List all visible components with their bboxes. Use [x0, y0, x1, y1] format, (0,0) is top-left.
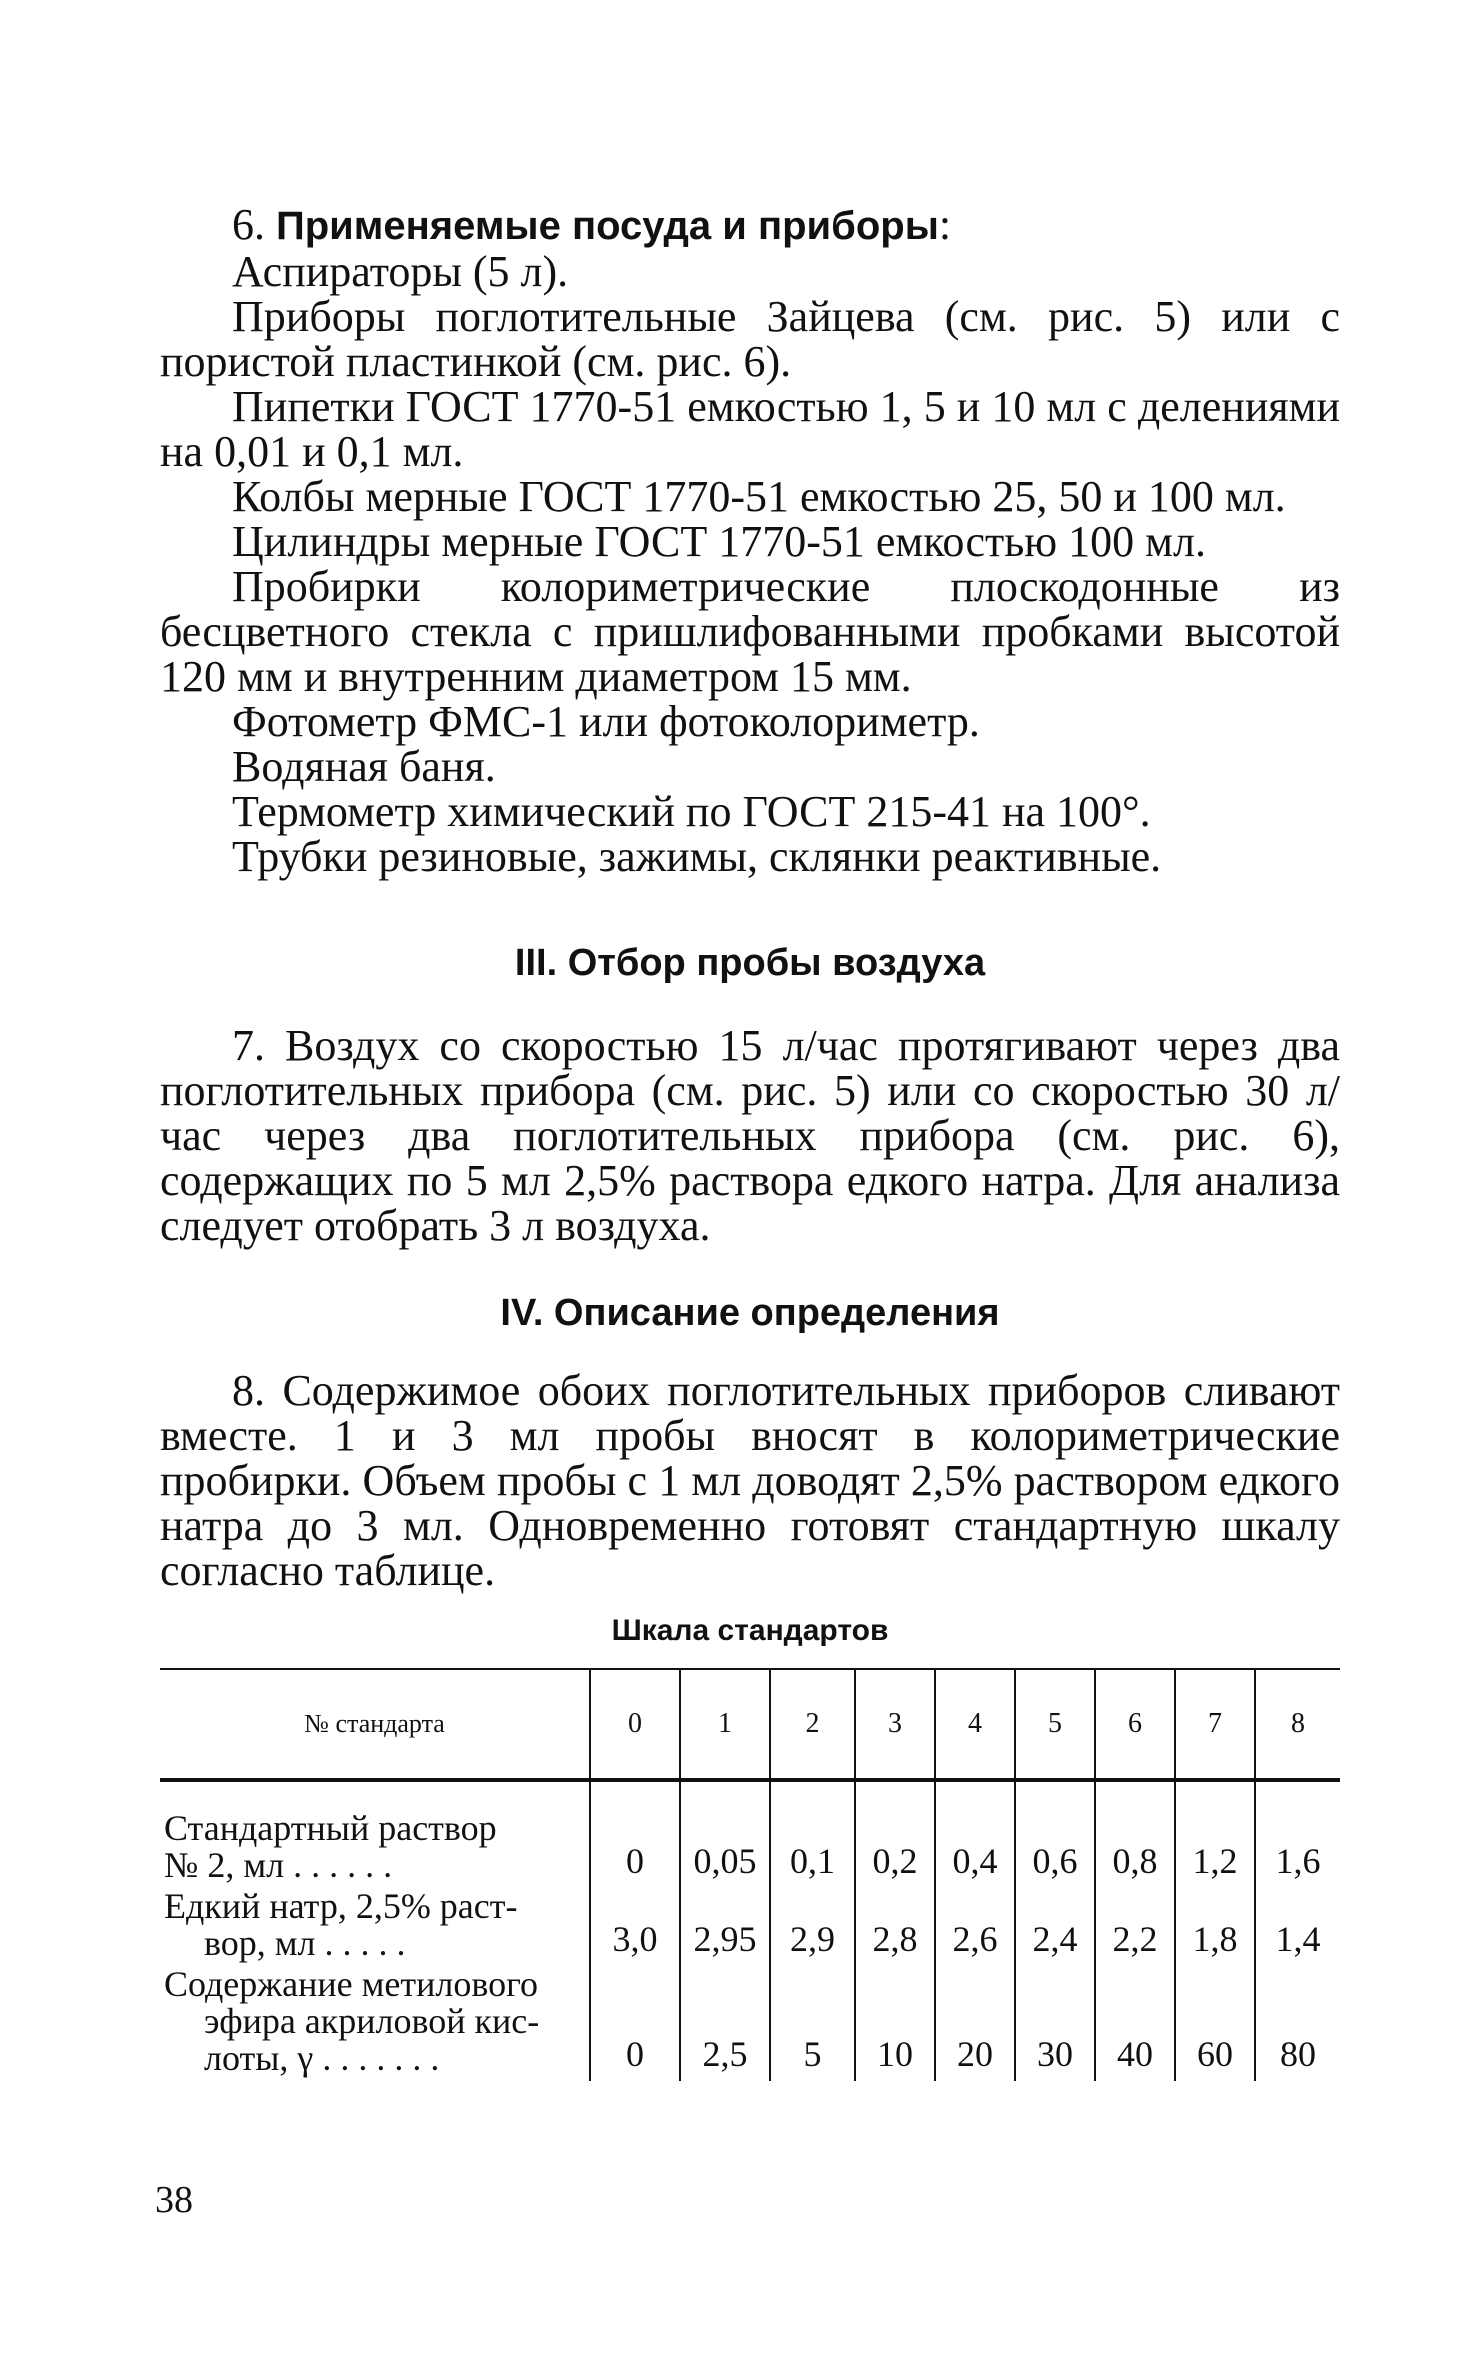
equipment-item: Пипетки ГОСТ 1770-51 емкостью 1, 5 и 10 мл с делениями на 0,01 и 0,1 мл. — [160, 382, 1340, 476]
standards-table — [160, 1668, 1340, 2081]
table-cell: 60 — [1175, 1966, 1255, 2081]
table-cell: 2,95 — [680, 1888, 770, 1966]
section-6-number: 6. — [232, 200, 265, 249]
equipment-item: Трубки резиновые, зажимы, склянки реактивные. — [232, 832, 1162, 881]
table-row — [160, 1888, 1340, 1966]
row-label-line: лоты, γ . . . . . . . — [204, 2038, 440, 2078]
table-cell: 0,4 — [935, 1780, 1015, 1888]
table-cell: 80 — [1255, 1966, 1340, 2081]
table-cell: 1,4 — [1255, 1888, 1340, 1966]
section-4-body — [160, 1368, 1340, 1593]
table-cell: 0 — [590, 1966, 680, 2081]
equipment-item: Приборы поглотительные Зайцева (см. рис. 5) или с пористой пластинкой (см. рис. 6). — [160, 292, 1340, 386]
section-6-title: Применяемые посуда и приборы — [276, 204, 939, 248]
header-standard-number: № стандарта — [160, 1669, 590, 1780]
table-cell: 2,2 — [1095, 1888, 1175, 1966]
table-cell: 2,9 — [770, 1888, 855, 1966]
equipment-item: Колбы мерные ГОСТ 1770-51 емкостью 25, 50 и 100 мл. — [232, 472, 1286, 521]
row-label-line: Едкий натр, 2,5% раст- — [164, 1886, 518, 1926]
table-cell: 0,8 — [1095, 1780, 1175, 1888]
equipment-item: Фотометр ФМС-1 или фотоколориметр. — [232, 697, 980, 746]
section-6-colon: : — [938, 200, 952, 249]
row-label — [160, 1780, 590, 1888]
header-col: 7 — [1175, 1669, 1255, 1780]
sampling-paragraph: 7. Воздух со скоростью 15 л/час протягивают через два поглотительных прибора (см. рис. 5) или со скоростью 30 л/час через два поглотительных прибора (см. рис. 6), содержащих по 5 мл 2,5% раствора едкого натра. Для анализа следует отобрать 3 л воздуха. — [160, 1021, 1340, 1250]
table-cell: 10 — [855, 1966, 935, 2081]
table-cell: 0,2 — [855, 1780, 935, 1888]
procedure-paragraph: 8. Содержимое обоих поглотительных приборов сливают вместе. 1 и 3 мл пробы вносят в колориметрические пробирки. Объем пробы с 1 мл доводят 2,5% раствором едкого натра до 3 мл. Одновременно готовят стандартную шкалу согласно таблице. — [160, 1366, 1340, 1595]
row-label — [160, 1888, 590, 1966]
table-cell: 2,5 — [680, 1966, 770, 2081]
section-6 — [160, 202, 1340, 879]
table-cell: 1,8 — [1175, 1888, 1255, 1966]
section-4-title: IV. Описание определения — [500, 1292, 1000, 1334]
table-title: Шкала стандартов — [611, 1614, 889, 1647]
table-cell: 3,0 — [590, 1888, 680, 1966]
table-cell: 5 — [770, 1966, 855, 2081]
table-row — [160, 1966, 1340, 2081]
table-cell: 1,6 — [1255, 1780, 1340, 1888]
row-label-line: Содержание метилового — [164, 1964, 538, 2004]
table-header-row — [160, 1669, 1340, 1780]
section-6-heading — [160, 202, 1340, 249]
equipment-item: Термометр химический по ГОСТ 215-41 на 100°. — [232, 787, 1151, 836]
equipment-item: Пробирки колориметрические плоскодонные из бесцветного стекла с пришлифованными пробками высотой 120 мм и внутренним диаметром 15 мм. — [160, 562, 1340, 701]
header-col: 4 — [935, 1669, 1015, 1780]
table-cell: 2,4 — [1015, 1888, 1095, 1966]
row-label-line: вор, мл . . . . . — [204, 1923, 406, 1963]
row-label-line: № 2, мл . . . . . . — [164, 1845, 393, 1885]
header-col: 5 — [1015, 1669, 1095, 1780]
row-label — [160, 1966, 590, 2081]
equipment-item: Цилиндры мерные ГОСТ 1770-51 емкостью 100 мл. — [232, 517, 1206, 566]
section-3-title: III. Отбор пробы воздуха — [514, 942, 986, 984]
table-cell: 1,2 — [1175, 1780, 1255, 1888]
header-col: 1 — [680, 1669, 770, 1780]
table-cell: 0,6 — [1015, 1780, 1095, 1888]
row-label-line: Стандартный раствор — [164, 1808, 497, 1848]
table-row — [160, 1780, 1340, 1888]
header-col: 2 — [770, 1669, 855, 1780]
table-cell: 2,8 — [855, 1888, 935, 1966]
header-col: 8 — [1255, 1669, 1340, 1780]
table-cell: 20 — [935, 1966, 1015, 2081]
header-col: 6 — [1095, 1669, 1175, 1780]
table-cell: 0 — [590, 1780, 680, 1888]
table-cell: 0,1 — [770, 1780, 855, 1888]
row-label-line: эфира акриловой кис- — [204, 2001, 540, 2041]
page-number: 38 — [155, 2179, 193, 2221]
table-cell: 2,6 — [935, 1888, 1015, 1966]
equipment-item: Аспираторы (5 л). — [232, 247, 569, 296]
section-3-body — [160, 1023, 1340, 1248]
table-cell: 40 — [1095, 1966, 1175, 2081]
header-col: 3 — [855, 1669, 935, 1780]
header-col: 0 — [590, 1669, 680, 1780]
table-cell: 0,05 — [680, 1780, 770, 1888]
table-cell: 30 — [1015, 1966, 1095, 2081]
equipment-item: Водяная баня. — [232, 742, 496, 791]
